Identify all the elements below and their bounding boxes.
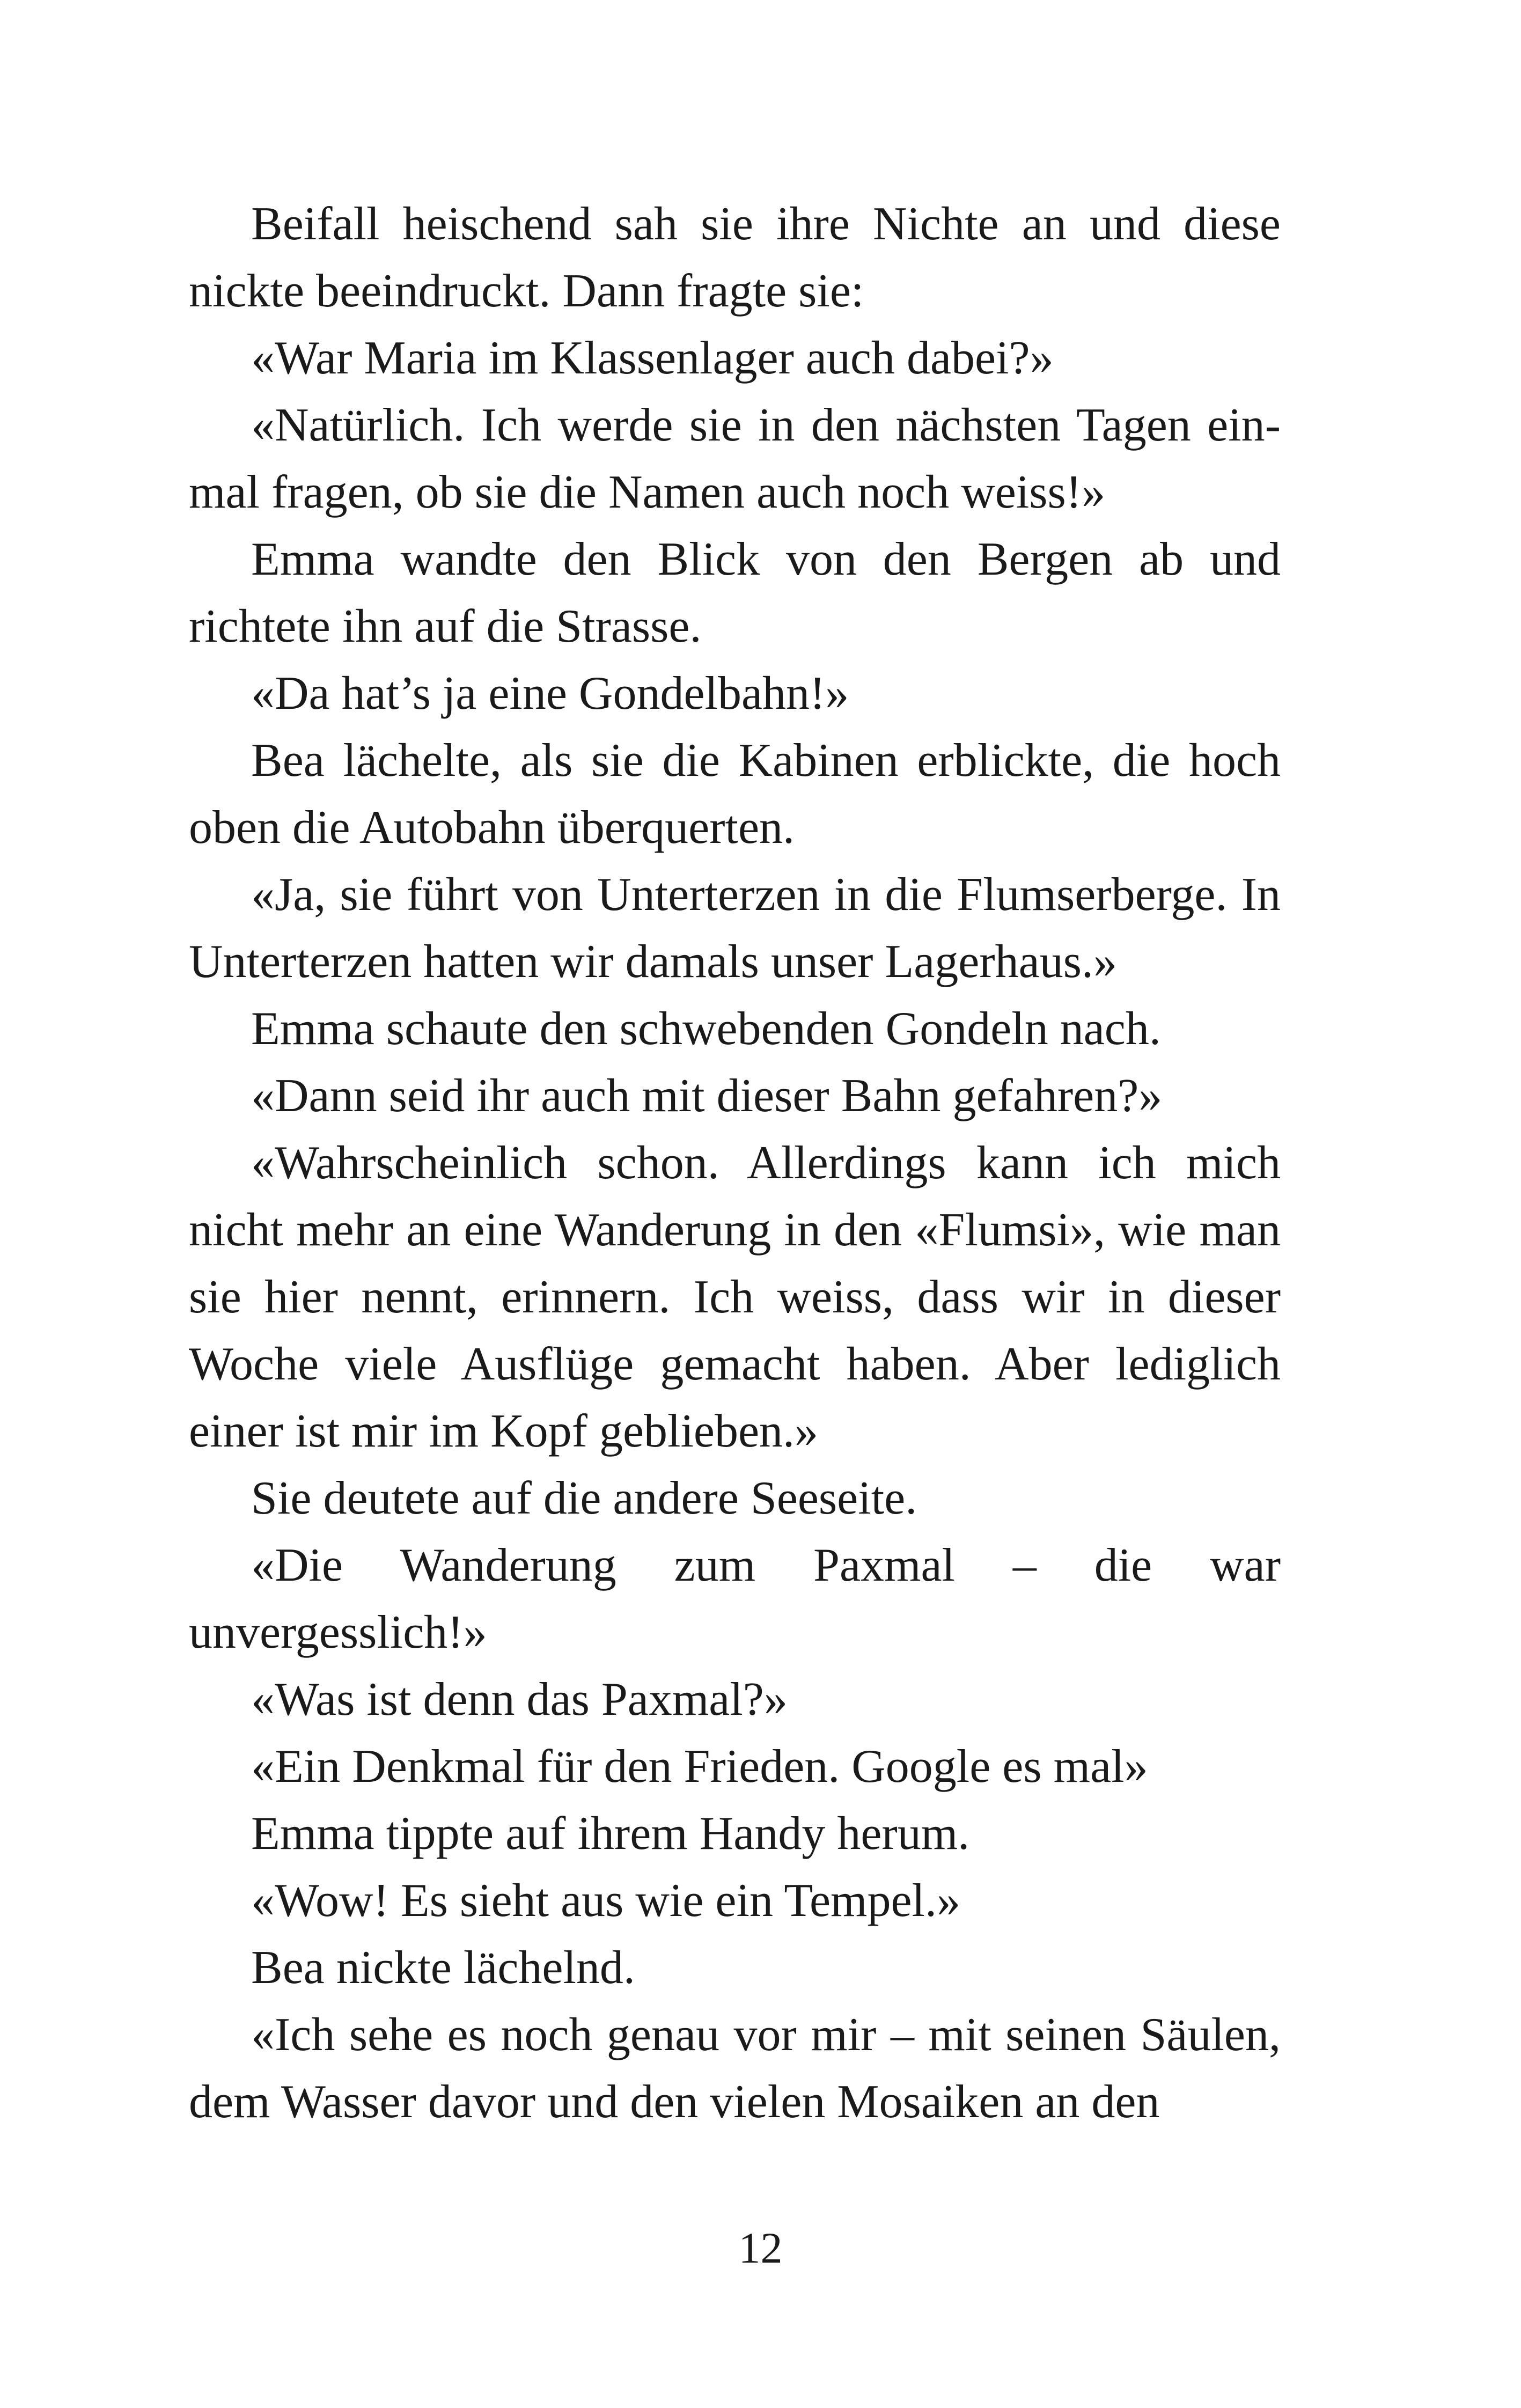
paragraph: Emma tippte auf ihrem Handy herum. bbox=[251, 1808, 970, 1860]
paragraph: Emma schaute den schwebenden Gondeln nach. bbox=[251, 1003, 1161, 1055]
paragraph: «Die Wanderung zum Paxmal – die war unvergesslich!» bbox=[189, 1539, 1281, 1658]
paragraph: Sie deutete auf die andere Seeseite. bbox=[251, 1472, 917, 1524]
paragraph: Bea nickte lächelnd. bbox=[251, 1942, 635, 1994]
paragraph: «Da hat’s ja eine Gondelbahn!» bbox=[251, 667, 849, 720]
paragraph: «Wow! Es sieht aus wie ein Tempel.» bbox=[251, 1875, 960, 1927]
paragraph: «War Maria im Klassenlager auch dabei?» bbox=[251, 332, 1054, 384]
body-text bbox=[189, 190, 1281, 2135]
paragraph: «Was ist denn das Paxmal?» bbox=[251, 1673, 788, 1726]
page-number: 12 bbox=[738, 2223, 783, 2272]
paragraph: «Wahrscheinlich schon. Allerdings kann ich mich nicht mehr an eine Wanderung in den «Flumsi», wie man sie hier nennt, erinnern. Ich weiss, dass wir in dieser Woche viele Ausflüge gemacht haben. Aber lediglich einer ist mir im Kopf geblieben.» bbox=[189, 1137, 1281, 1457]
paragraph: «Ich sehe es noch genau vor mir – mit seinen Säulen, dem Wasser davor und den vielen Mosaiken an den bbox=[189, 2009, 1281, 2128]
paragraph: «Ja, sie führt von Unterterzen in die Flumserberge. In Unterterzen hatten wir damals unser Lagerhaus.» bbox=[189, 869, 1281, 988]
paragraph: Bea lächelte, als sie die Kabinen erblickte, die hoch oben die Autobahn überquerten. bbox=[189, 735, 1281, 854]
paragraph: «Dann seid ihr auch mit dieser Bahn gefahren?» bbox=[251, 1070, 1163, 1122]
paragraph: Emma wandte den Blick von den Bergen ab und richtete ihn auf die Strasse. bbox=[189, 533, 1281, 652]
paragraph: «Natürlich. Ich werde sie in den nächsten Tagen einmal fragen, ob sie die Namen auch noch weiss!» bbox=[189, 399, 1281, 518]
paragraph: «Ein Denkmal für den Frieden. Google es mal» bbox=[251, 1741, 1148, 1793]
paragraph: Beifall heischend sah sie ihre Nichte an und diese nickte beeindruckt. Dann fragte sie: bbox=[189, 198, 1281, 317]
